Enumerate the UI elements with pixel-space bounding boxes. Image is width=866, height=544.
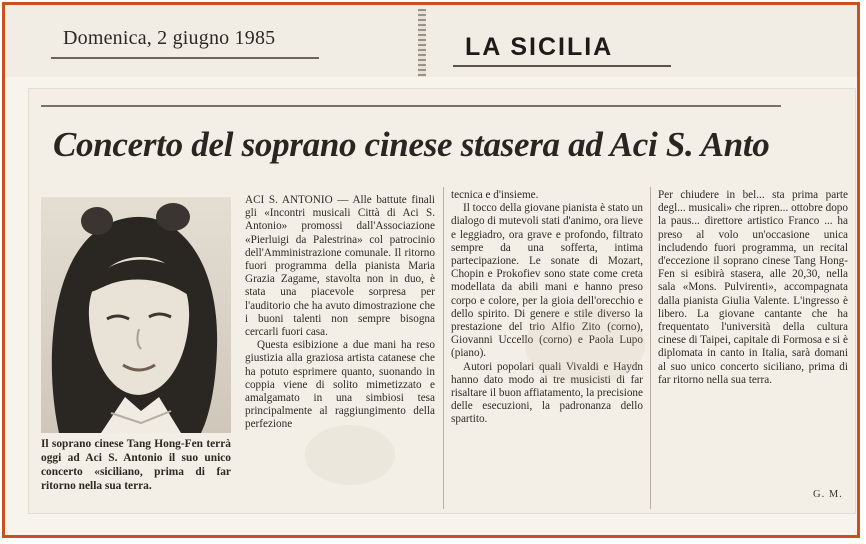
photo-caption: Il soprano cinese Tang Hong-Fen terrà oggi ad Aci S. Antonio il suo unico concerto «siciliano, prima di far ritorno nella sua terra. [41,438,231,492]
soprano-photo [41,197,231,433]
masthead-rule [453,65,671,67]
publication-date: Domenica, 2 giugno 1985 [63,27,276,49]
paragraph: Autori popolari quali Vivaldi e Haydn hanno dato modo ai tre musicisti di far risaltare il buon affiatamento, la precisione delle esecuzioni, la padronanza dello spartito. [451,360,643,426]
date-rule [51,57,319,59]
article-headline: Concerto del soprano cinese stasera ad Aci S. Anto [53,125,770,164]
document-frame [2,2,860,538]
paragraph: ACI S. ANTONIO — Alle battute finali gli «Incontri musicali Città di Aci S. Antonio» promossi dall'Associazione «Pierluigi da Palestrina» col patrocinio dell'Amministrazione comunale. Il ritorno fuori programma della pianista Maria Grazia Zagame, stavolta non in duo, è stata una piacevole sorpresa per l'auditorio che ha avuto dimostrazione che i buoni talenti non sempre bisogna cercarli fuori casa. [245,194,435,339]
article-column-3 [658,189,848,387]
clipping-top-rule [41,105,781,107]
paper-stain [525,305,645,385]
column-divider [443,187,444,509]
paper-stain [305,425,395,485]
paragraph: Per chiudere in bel... sta prima parte degl... musicali» che ripren... ottobre dopo la paus... direttore artistico Franco ... ha preso al volo un'occasione unica includendo fuori programma, un recital d'eccezione il soprano cinese Tang Hong-Fen si esibirà stasera, alle 20,30, nella sala «Mons. Pulvirenti», accompagnata dalla pianista Giulia Valente. L'ingresso è libero. La giovane cantante che ha frequentato l'università della cultura cinese di Taipei, capitale di Formosa e si è diplomata in canto in Italia, sarà domani al suo unico concerto siciliano, prima di far ritorno nella sua terra. [658,189,848,386]
portrait-illustration [41,197,231,433]
paper-seam [418,9,426,77]
author-signature: G. M. [813,489,843,500]
paragraph: tecnica e d'insieme. [451,189,539,201]
article-column-1 [245,194,435,432]
column-divider [650,187,651,509]
paragraph: Il tocco della giovane pianista è stato un dialogo di mutevoli stati d'animo, ora lieve e leggiadro, ora grave e profondo, filtrato sempre da una sofferta, intima partecipazione. Le sonate di Mozart, Chopin e Prokofiev sono state come creta modellata da abili mani e hanno preso corpo e colore, per la gioia dell'orecchio e dello spirito. Di genere e stile diverso la prestazione del trio Alfio Zito (corno), Giovanni Uccello (corno) e Paola Lupo (piano). [451,202,643,360]
paragraph: Questa esibizione a due mani ha reso giustizia alla graziosa artista catanese che ha potuto esprimere quanto, suonando in coppia viene di solito mimetizzato e amalgamato in una simbiosi tesa principalmente al raggiungimento della perfezione [245,339,435,431]
article-column-2 [451,189,643,427]
newspaper-masthead: LA SICILIA [465,33,614,61]
